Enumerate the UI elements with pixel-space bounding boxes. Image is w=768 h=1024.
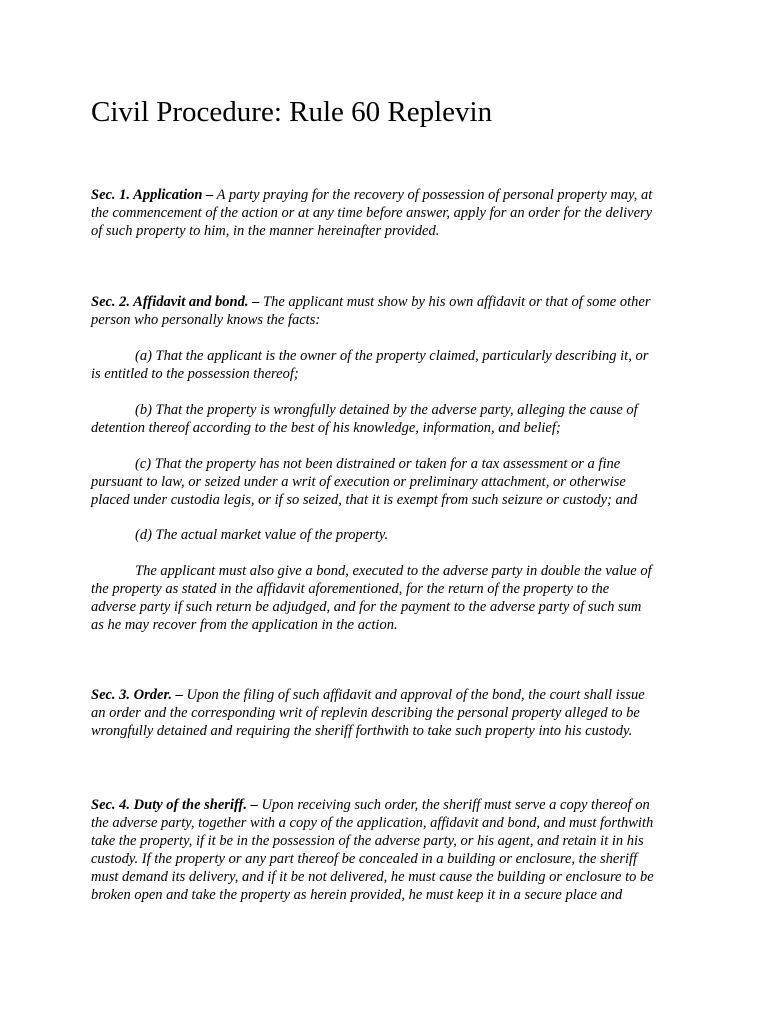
section-2-bond [91,562,691,634]
section-2-clause-d [91,526,691,544]
section-4-line-6: broken open and take the property as herein provided, he must keep it in a secure place and [91,887,623,903]
section-4-line-1 [91,796,691,814]
clause-d-line-1: (d) The actual market value of the property. [135,527,389,543]
section-2 [91,293,691,329]
section-4-line-2: the adverse party, together with a copy of the application, affidavit and bond, and must forthwith [91,815,654,831]
section-3-line-3: wrongfully detained and requiring the sheriff forthwith to take such property into his custody. [91,723,633,739]
section-2-clause-c [91,455,691,509]
section-2-line-1 [91,293,691,311]
section-2-clause-b [91,401,691,437]
section-3-line-2: an order and the corresponding writ of replevin describing the personal property alleged to be [91,705,640,721]
section-4-line-3: take the property, if it be in the possession of the adverse party, or his agent, and retain it in his [91,833,644,849]
clause-a-line-2: is entitled to the possession thereof; [91,366,299,382]
section-4-line-5: must demand its delivery, and if it be not delivered, he must cause the building or enclosure to be [91,869,654,885]
clause-a-line-1: (a) That the applicant is the owner of the property claimed, particularly describing it, or [135,348,649,364]
clause-c-line-2: pursuant to law, or seized under a writ of execution or preliminary attachment, or otherwise [91,474,626,490]
section-2-text: The applicant must show by his own affidavit or that of some other [259,294,651,310]
section-1-line-1 [91,186,691,204]
section-4 [91,796,691,904]
document-title: Civil Procedure: Rule 60 Replevin [91,96,493,128]
bond-line-2: the property as stated in the affidavit aforementioned, for the return of the property to the [91,581,610,597]
section-1-line-2: the commencement of the action or at any time before answer, apply for an order for the delivery [91,205,653,221]
bond-line-1: The applicant must also give a bond, executed to the adverse party in double the value of [135,563,652,579]
section-4-heading: Sec. 4. Duty of the sheriff. – [91,797,258,813]
section-2-heading: Sec. 2. Affidavit and bond. – [91,294,260,310]
section-4-line-4: custody. If the property or any part thereof be concealed in a building or enclosure, the sheriff [91,851,638,867]
section-1-text: A party praying for the recovery of possession of personal property may, at [213,187,653,203]
section-1-line-3: of such property to him, in the manner hereinafter provided. [91,223,440,239]
section-3-heading: Sec. 3. Order. – [91,687,183,703]
section-1 [91,186,691,240]
section-2-clause-a [91,347,691,383]
bond-line-4: as he may recover from the application in the action. [91,617,398,633]
section-1-heading: Sec. 1. Application – [91,187,214,203]
bond-line-3: adverse party if such return be adjudged, and for the payment to the adverse party of such sum [91,599,642,615]
section-4-text: Upon receiving such order, the sheriff must serve a copy thereof on [257,797,650,813]
section-3 [91,686,691,740]
clause-b-line-2: detention thereof according to the best of his knowledge, information, and belief; [91,420,561,436]
clause-b-line-1: (b) That the property is wrongfully detained by the adverse party, alleging the cause of [135,402,638,418]
section-3-line-1 [91,686,691,704]
clause-c-line-1: (c) That the property has not been distrained or taken for a tax assessment or a fine [135,456,621,472]
section-3-text: Upon the filing of such affidavit and approval of the bond, the court shall issue [182,687,645,703]
section-2-line-2: person who personally knows the facts: [91,312,321,328]
clause-c-line-3: placed under custodia legis, or if so seized, that it is exempt from such seizure or custody; and [91,492,638,508]
